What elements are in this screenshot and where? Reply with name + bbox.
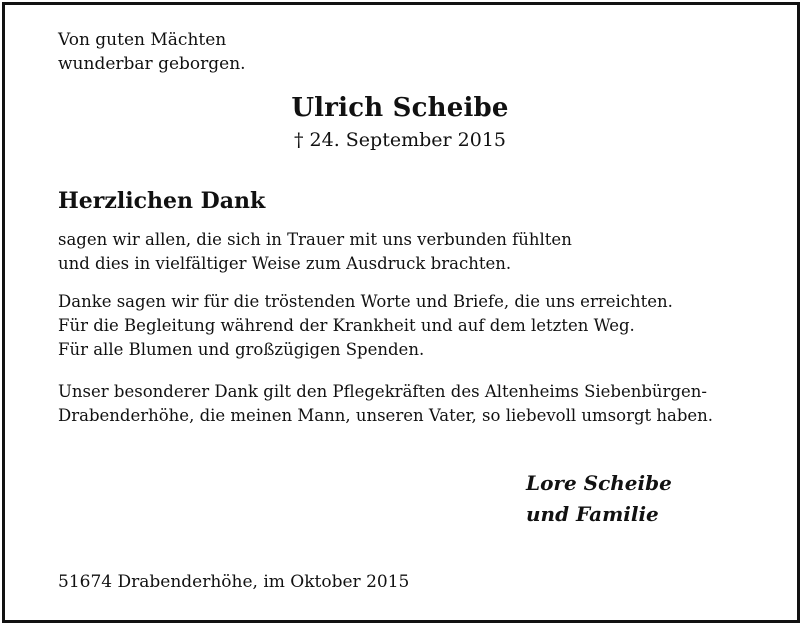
thanks-paragraph: [58, 290, 673, 362]
signature-line: und Familie: [526, 502, 659, 526]
place-and-date: 51674 Drabenderhöhe, im Oktober 2015: [58, 572, 410, 592]
thanks-paragraph: [58, 380, 713, 428]
paragraph-line: sagen wir allen, die sich in Trauer mit uns verbunden fühlten: [58, 230, 572, 249]
paragraph-line: Danke sagen wir für die tröstenden Worte und Briefe, die uns erreichten.: [58, 292, 673, 311]
paragraph-line: Für die Begleitung während der Krankheit und auf dem letzten Weg.: [58, 316, 635, 335]
paragraph-line: und dies in vielfältiger Weise zum Ausdruck brachten.: [58, 254, 512, 273]
motto-line: wunderbar geborgen.: [58, 54, 246, 74]
thanks-heading: Herzlichen Dank: [58, 188, 266, 214]
deceased-name: Ulrich Scheibe: [291, 93, 509, 123]
thanks-paragraph: [58, 228, 572, 276]
signature: [526, 468, 672, 530]
motto-line: Von guten Mächten: [58, 30, 227, 50]
signature-line: Lore Scheibe: [526, 471, 672, 495]
motto: [58, 28, 246, 76]
paragraph-line: Drabenderhöhe, die meinen Mann, unseren Vater, so liebevoll umsorgt haben.: [58, 406, 714, 425]
death-date: † 24. September 2015: [294, 129, 506, 151]
paragraph-line: Für alle Blumen und großzügigen Spenden.: [58, 340, 425, 359]
paragraph-line: Unser besonderer Dank gilt den Pflegekräften des Altenheims Siebenbürgen-: [58, 382, 707, 401]
